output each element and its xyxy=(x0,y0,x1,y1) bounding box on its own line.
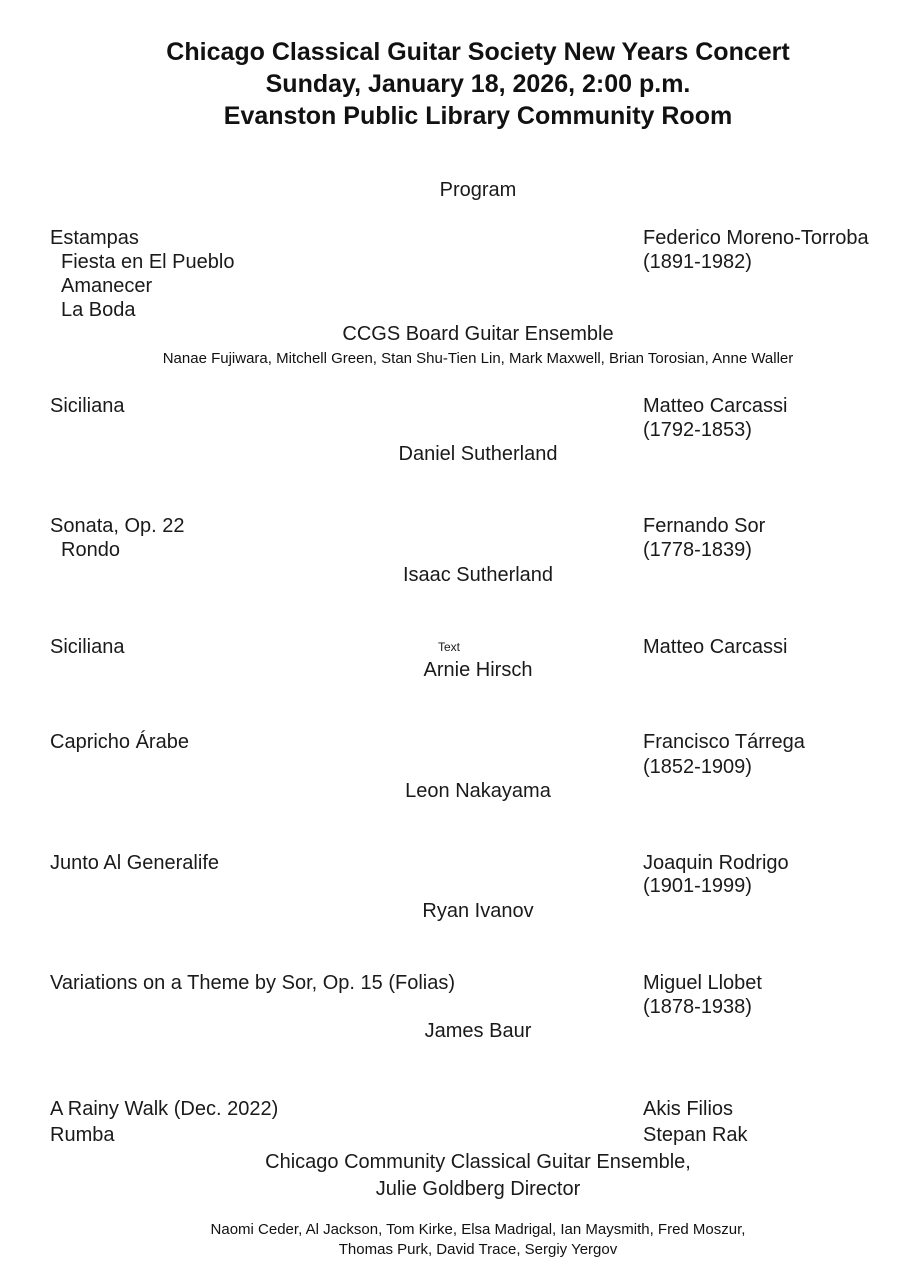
piece-2-composer-dates: (1792-1853) xyxy=(643,419,752,441)
piece-5-title: Capricho Árabe xyxy=(50,731,189,753)
piece-8-title-1: A Rainy Walk (Dec. 2022) xyxy=(50,1098,279,1120)
piece-3-movement: Rondo xyxy=(61,539,120,561)
piece-2-composer: Matteo Carcassi xyxy=(643,395,788,417)
piece-1-movement-3: La Boda xyxy=(61,299,136,321)
piece-7-composer: Miguel Llobet xyxy=(643,972,762,994)
piece-1-title: Estampas xyxy=(50,227,139,249)
piece-7-title: Variations on a Theme by Sor, Op. 15 (Folias) xyxy=(50,972,456,994)
piece-5-composer-dates: (1852-1909) xyxy=(643,756,752,778)
piece-8-ensemble-members-2: Thomas Purk, David Trace, Sergiy Yergov xyxy=(338,1241,618,1258)
piece-4-title: Siciliana xyxy=(50,636,125,658)
concert-title: Chicago Classical Guitar Society New Years Concert xyxy=(166,38,790,66)
piece-5-composer: Francisco Tárrega xyxy=(643,731,805,753)
piece-1-composer: Federico Moreno-Torroba xyxy=(643,227,869,249)
concert-venue: Evanston Public Library Community Room xyxy=(223,102,733,130)
piece-1-ensemble-members: Nanae Fujiwara, Mitchell Green, Stan Shu-Tien Lin, Mark Maxwell, Brian Torosian, Anne Waller xyxy=(162,350,794,367)
piece-3-composer-dates: (1778-1839) xyxy=(643,539,752,561)
piece-6-composer-dates: (1901-1999) xyxy=(643,875,752,897)
concert-date-time: Sunday, January 18, 2026, 2:00 p.m. xyxy=(265,70,691,98)
piece-4-performer: Arnie Hirsch xyxy=(423,659,533,681)
piece-1-movement-1: Fiesta en El Pueblo xyxy=(61,251,235,273)
piece-3-composer: Fernando Sor xyxy=(643,515,766,537)
piece-8-title-2: Rumba xyxy=(50,1124,115,1146)
piece-4-stray-text: Text xyxy=(438,640,461,654)
piece-8-performer: Chicago Community Classical Guitar Ensemble, xyxy=(265,1151,691,1173)
piece-8-director: Julie Goldberg Director xyxy=(375,1178,581,1200)
piece-6-performer: Ryan Ivanov xyxy=(422,900,534,922)
piece-2-performer: Daniel Sutherland xyxy=(398,443,558,465)
piece-3-title: Sonata, Op. 22 xyxy=(50,515,185,537)
piece-5-performer: Leon Nakayama xyxy=(405,780,551,802)
piece-7-performer: James Baur xyxy=(424,1020,532,1042)
piece-1-composer-dates: (1891-1982) xyxy=(643,251,752,273)
piece-8-ensemble-members-1: Naomi Ceder, Al Jackson, Tom Kirke, Elsa Madrigal, Ian Maysmith, Fred Moszur, xyxy=(210,1221,746,1238)
piece-3-performer: Isaac Sutherland xyxy=(402,564,554,586)
concert-header xyxy=(0,36,920,132)
program-heading: Program xyxy=(439,179,517,201)
piece-1-performer: CCGS Board Guitar Ensemble xyxy=(342,323,614,345)
piece-4-composer: Matteo Carcassi xyxy=(643,636,788,658)
piece-1-movement-2: Amanecer xyxy=(61,275,153,297)
piece-6-composer: Joaquin Rodrigo xyxy=(643,852,789,874)
piece-8-composer-1: Akis Filios xyxy=(643,1098,734,1120)
piece-7-composer-dates: (1878-1938) xyxy=(643,996,752,1018)
piece-6-title: Junto Al Generalife xyxy=(50,852,219,874)
piece-2-title: Siciliana xyxy=(50,395,125,417)
piece-8-composer-2: Stepan Rak xyxy=(643,1124,748,1146)
